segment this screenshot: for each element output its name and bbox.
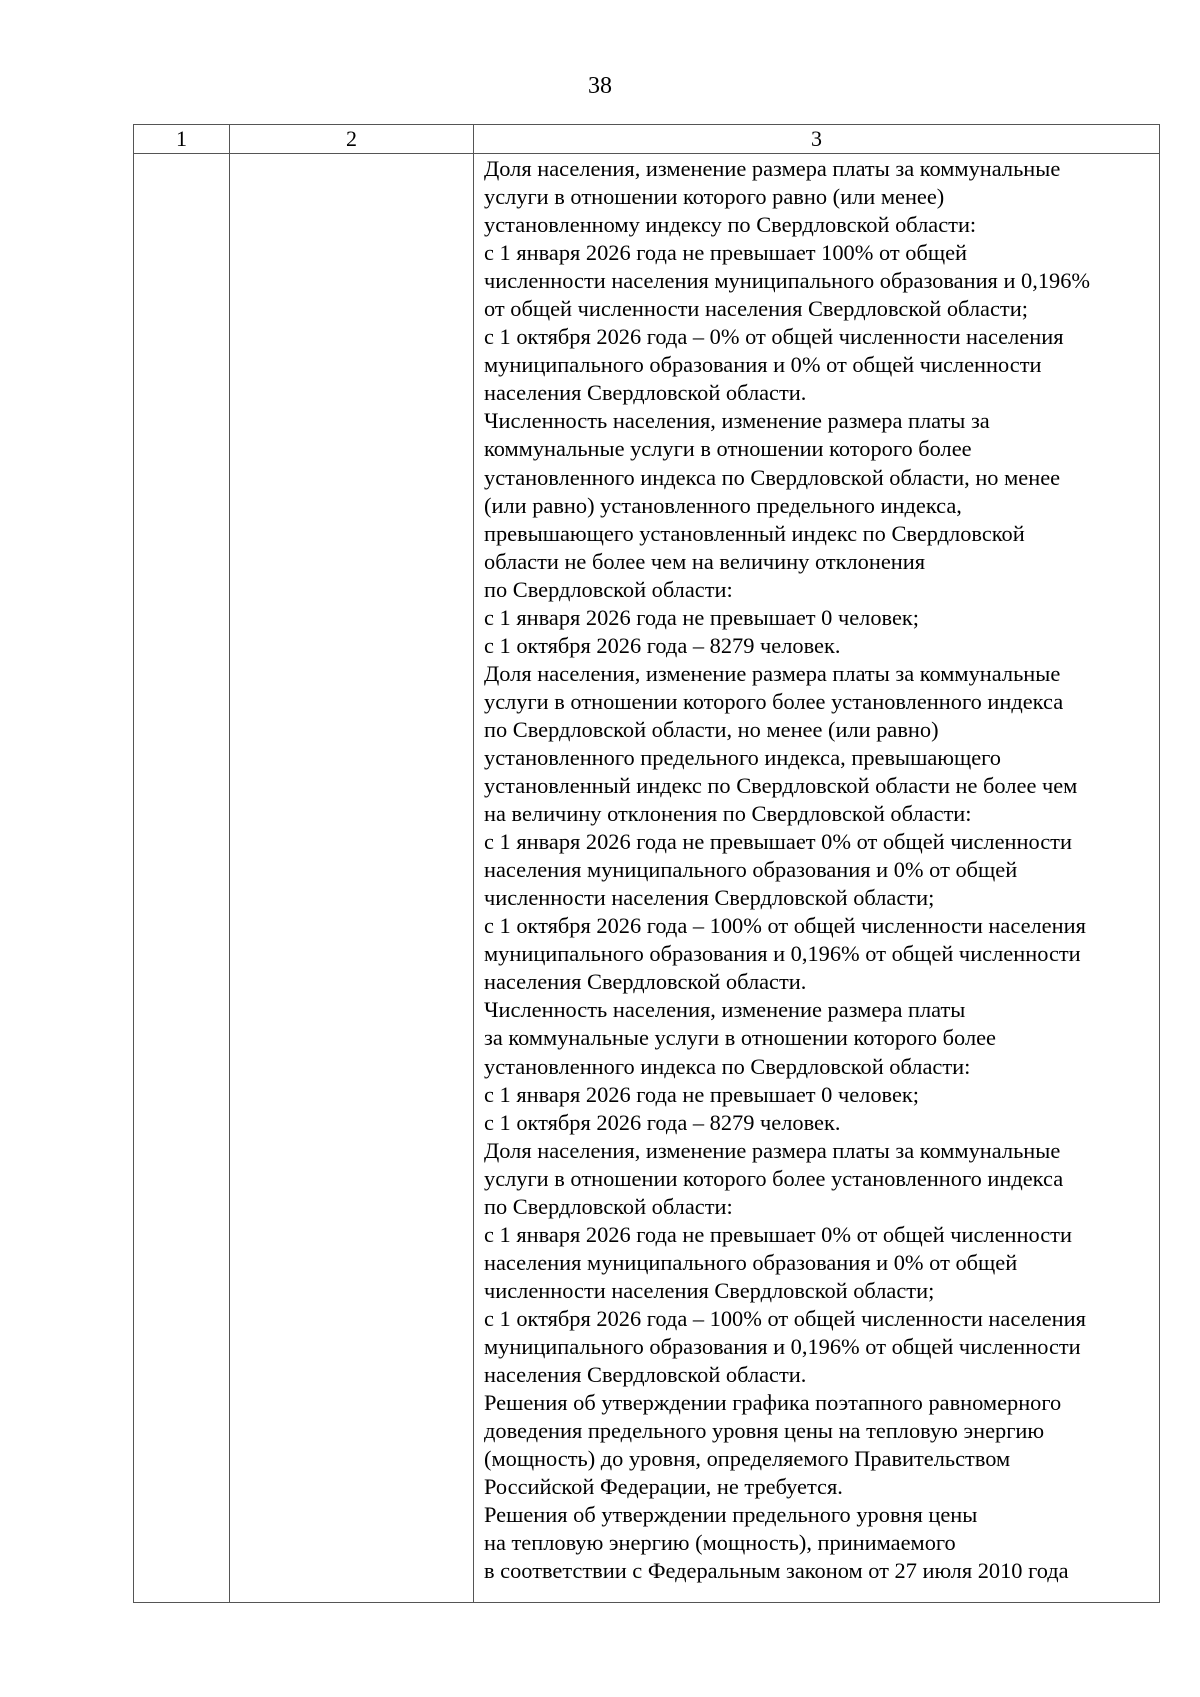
text-line: с 1 октября 2026 года – 100% от общей численности населения [484, 1305, 1086, 1331]
text-line: численности населения Свердловской области; [484, 885, 935, 911]
text-line: от общей численности населения Свердловской области; [484, 296, 1028, 322]
column-header-3: 3 [474, 125, 1160, 154]
page-number: 38 [588, 73, 612, 99]
text-line: с 1 января 2026 года не превышает 0 человек; [484, 1081, 919, 1107]
text-line: с 1 октября 2026 года – 0% от общей численности населения [484, 324, 1064, 350]
text-line: с 1 октября 2026 года – 100% от общей численности населения [484, 913, 1086, 939]
text-line: Численность населения, изменение размера платы за [484, 408, 990, 434]
text-line: установленный индекс по Свердловской области не более чем [484, 773, 1078, 799]
text-line: численности населения Свердловской области; [484, 1277, 935, 1303]
text-line: Доля населения, изменение размера платы за коммунальные [484, 660, 1061, 686]
text-line: по Свердловской области, но менее (или равно) [484, 716, 939, 742]
table-header-row [134, 125, 1160, 154]
text-line: Решения об утверждении предельного уровня цены [484, 1502, 978, 1528]
text-line: (мощность) до уровня, определяемого Правительством [484, 1446, 1011, 1472]
text-line: коммунальные услуги в отношении которого более [484, 436, 972, 462]
table-cell-col2 [230, 154, 474, 1603]
text-line: муниципального образования и 0,196% от общей численности [484, 1333, 1081, 1359]
text-line: за коммунальные услуги в отношении которого более [484, 1025, 996, 1051]
text-line: населения Свердловской области. [484, 969, 807, 995]
text-line: по Свердловской области: [484, 1193, 733, 1219]
text-line: Численность населения, изменение размера платы [484, 997, 966, 1023]
text-line: населения муниципального образования и 0% от общей [484, 1249, 1018, 1275]
text-line: с 1 января 2026 года не превышает 0% от общей численности [484, 1221, 1072, 1247]
text-line: на величину отклонения по Свердловской области: [484, 801, 972, 827]
text-line: с 1 января 2026 года не превышает 0% от общей численности [484, 829, 1072, 855]
column-header-2: 2 [230, 125, 474, 154]
column-header-1: 1 [134, 125, 230, 154]
text-line: (или равно) установленного предельного индекса, [484, 492, 962, 518]
text-line: с 1 октября 2026 года – 8279 человек. [484, 1109, 841, 1135]
cell-text-block [474, 154, 1159, 1585]
text-line: на тепловую энергию (мощность), принимаемого [484, 1530, 956, 1556]
text-line: населения Свердловской области. [484, 380, 807, 406]
text-line: доведения предельного уровня цены на тепловую энергию [484, 1418, 1045, 1444]
table-cell-col3 [474, 154, 1160, 1603]
text-line: с 1 января 2026 года не превышает 100% от общей [484, 240, 968, 266]
text-line: услуги в отношении которого равно (или менее) [484, 184, 945, 210]
text-line: муниципального образования и 0% от общей численности [484, 352, 1042, 378]
text-line: в соответствии с Федеральным законом от 27 июля 2010 года [484, 1558, 1069, 1584]
table-row [134, 154, 1160, 1603]
text-line: установленного предельного индекса, превышающего [484, 744, 1002, 770]
text-line: Решения об утверждении графика поэтапного равномерного [484, 1390, 1062, 1416]
text-line: установленного индекса по Свердловской области: [484, 1053, 971, 1079]
text-line: услуги в отношении которого более установленного индекса [484, 1165, 1064, 1191]
text-line: по Свердловской области: [484, 576, 733, 602]
text-line: муниципального образования и 0,196% от общей численности [484, 941, 1081, 967]
text-line: с 1 октября 2026 года – 8279 человек. [484, 632, 841, 658]
text-line: с 1 января 2026 года не превышает 0 человек; [484, 604, 919, 630]
text-line: установленного индекса по Свердловской области, но менее [484, 464, 1061, 490]
text-line: превышающего установленный индекс по Свердловской [484, 520, 1025, 546]
text-line: Доля населения, изменение размера платы за коммунальные [484, 1137, 1061, 1163]
text-line: Российской Федерации, не требуется. [484, 1474, 843, 1500]
text-line: населения муниципального образования и 0% от общей [484, 857, 1018, 883]
table-cell-col1 [134, 154, 230, 1603]
text-line: услуги в отношении которого более установленного индекса [484, 688, 1064, 714]
text-line: численности населения муниципального образования и 0,196% [484, 268, 1091, 294]
text-line: населения Свердловской области. [484, 1362, 807, 1388]
text-line: установленному индексу по Свердловской области: [484, 212, 977, 238]
document-table [133, 124, 1160, 1603]
text-line: области не более чем на величину отклонения [484, 548, 926, 574]
text-line: Доля населения, изменение размера платы за коммунальные [484, 156, 1061, 181]
